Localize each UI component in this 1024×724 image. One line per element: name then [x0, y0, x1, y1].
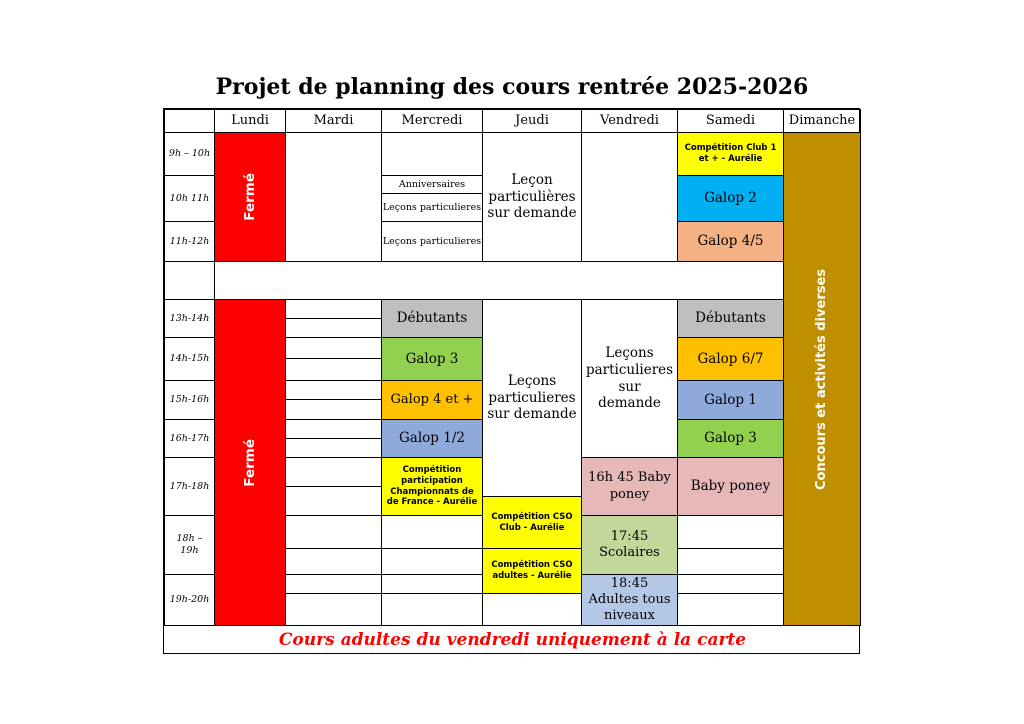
- mercredi-galop-1-2: Galop 1/2: [381, 419, 483, 458]
- samedi-galop-4-5: Galop 4/5: [677, 221, 784, 262]
- mardi-slot: [285, 486, 382, 516]
- mercredi-galop-3: Galop 3: [381, 337, 483, 381]
- mardi-slot: [285, 358, 382, 381]
- time-19-20: 19h-20h: [164, 574, 215, 626]
- header-lundi: Lundi: [214, 109, 286, 133]
- mardi-slot: [285, 438, 382, 458]
- jeudi-cso-club: Compétition CSO Club - Aurélie: [482, 496, 582, 549]
- header-mardi: Mardi: [285, 109, 382, 133]
- time-9-10: 9h – 10h: [164, 132, 215, 176]
- lundi-closed-morning-label: Fermé: [241, 173, 258, 221]
- jeudi-lecons-afternoon: Leçons particulieres sur demande: [482, 299, 582, 497]
- lundi-closed-afternoon-label: Fermé: [241, 438, 258, 487]
- mercredi-slot: [381, 593, 483, 626]
- header-mercredi: Mercredi: [381, 109, 483, 133]
- footer-note: Cours adultes du vendredi uniquement à la carte: [164, 625, 861, 655]
- schedule-grid: [163, 108, 860, 654]
- samedi-galop-6-7: Galop 6/7: [677, 337, 784, 381]
- mardi-slot: [285, 419, 382, 439]
- vendredi-scolaires: 17:45 Scolaires: [581, 515, 678, 575]
- mardi-slot: [285, 593, 382, 626]
- time-10-11: 10h 11h: [164, 175, 215, 222]
- header-samedi: Samedi: [677, 109, 784, 133]
- samedi-slot: [677, 548, 784, 575]
- mardi-morning: [285, 132, 382, 262]
- time-15-16: 15h-16h: [164, 380, 215, 420]
- mercredi-galop-4: Galop 4 et +: [381, 380, 483, 420]
- dimanche-concours-label: Concours et activités diverses: [813, 268, 829, 490]
- mercredi-debutants: Débutants: [381, 299, 483, 338]
- page-title: Projet de planning des cours rentrée 2025-2026: [215, 74, 809, 100]
- jeudi-slot: [482, 593, 582, 626]
- mercredi-lecons-2: Leçons particulieres: [381, 221, 483, 262]
- lundi-closed-afternoon: [214, 299, 286, 626]
- samedi-slot: [677, 593, 784, 626]
- lunch-break-row: [214, 261, 784, 300]
- time-11-12: 11h-12h: [164, 221, 215, 262]
- samedi-slot: [677, 515, 784, 549]
- header-vendredi: Vendredi: [581, 109, 678, 133]
- mardi-slot: [285, 548, 382, 575]
- time-13-14: 13h-14h: [164, 299, 215, 338]
- time-18-19: 18h – 19h: [164, 515, 215, 575]
- time-14-15: 14h-15h: [164, 337, 215, 381]
- header-dimanche: Dimanche: [783, 109, 861, 133]
- header-jeudi: Jeudi: [482, 109, 582, 133]
- vendredi-lecons: Leçons particulieres sur demande: [581, 299, 678, 458]
- samedi-baby-poney: Baby poney: [677, 457, 784, 516]
- mardi-slot: [285, 337, 382, 359]
- samedi-competition: Compétition Club 1 et + - Aurélie: [677, 132, 784, 176]
- mercredi-competition: Compétition participation Championnats de de France - Aurélie: [381, 457, 483, 516]
- mardi-slot: [285, 515, 382, 549]
- lunch-break-time: [164, 261, 215, 300]
- header-corner: [164, 109, 215, 133]
- mardi-slot: [285, 318, 382, 338]
- mercredi-slot: [381, 515, 483, 549]
- dimanche-concours: [783, 132, 861, 626]
- samedi-galop-3: Galop 3: [677, 419, 784, 458]
- vendredi-baby-poney: 16h 45 Baby poney: [581, 457, 678, 516]
- mardi-slot: [285, 380, 382, 400]
- mardi-slot: [285, 399, 382, 420]
- mercredi-anniversaires: Anniversaires: [381, 175, 483, 194]
- time-17-18: 17h-18h: [164, 457, 215, 516]
- mardi-slot: [285, 574, 382, 594]
- jeudi-lecons-morning: Leçon particulières sur demande: [482, 132, 582, 262]
- samedi-galop-2: Galop 2: [677, 175, 784, 222]
- vendredi-morning: [581, 132, 678, 262]
- mardi-slot: [285, 299, 382, 319]
- samedi-slot: [677, 574, 784, 594]
- time-16-17: 16h-17h: [164, 419, 215, 458]
- jeudi-cso-adultes: Compétition CSO adultes - Aurélie: [482, 548, 582, 594]
- samedi-galop-1: Galop 1: [677, 380, 784, 420]
- mercredi-slot: [381, 574, 483, 594]
- mercredi-9-10: [381, 132, 483, 176]
- lundi-closed-morning: [214, 132, 286, 262]
- mardi-slot: [285, 457, 382, 487]
- samedi-debutants: Débutants: [677, 299, 784, 338]
- vendredi-adultes: 18:45 Adultes tous niveaux: [581, 574, 678, 626]
- mercredi-lecons-1: Leçons particulieres: [381, 193, 483, 222]
- mercredi-slot: [381, 548, 483, 575]
